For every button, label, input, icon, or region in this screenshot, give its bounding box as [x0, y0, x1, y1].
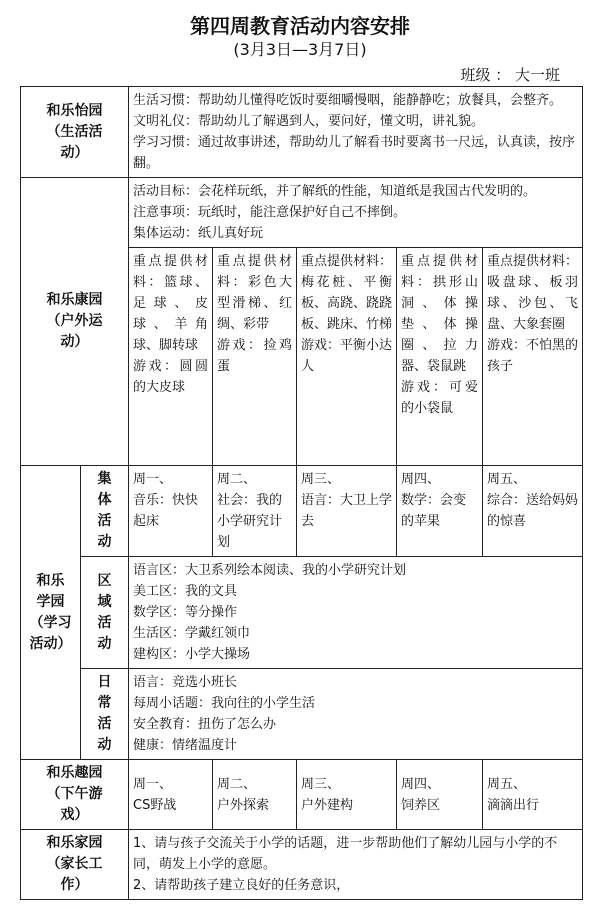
materials-cell: 重点提供材料：吸盘球、板羽球、沙包、飞盘、大象套圈 游戏：不怕黑的孩子 — [483, 248, 583, 466]
row-areas — [21, 557, 583, 669]
etiquette: 文明礼仪：帮助幼儿了解遇到人，要问好，懂文明，讲礼貌。 — [133, 114, 485, 129]
row-daily — [21, 669, 583, 760]
study-habit: 学习习惯：通过故事讲述，帮助幼儿了解看书时要离书一尺远，认真读，按序翻。 — [133, 135, 576, 171]
day-cell: 周二、 户外探索 — [213, 760, 297, 830]
section-study-label: 和乐 学园 （学习 活动） — [21, 466, 81, 760]
section-outdoor-intro — [129, 178, 583, 248]
section-outdoor-label: 和乐康园 （户外运 动） — [21, 178, 129, 466]
page-title: 第四周教育活动内容安排 — [190, 14, 410, 38]
row-life — [21, 87, 583, 178]
life-habit: 生活习惯：帮助幼儿懂得吃饭时要细嚼慢咽，能静静吃；放餐具，会整齐。 — [133, 93, 563, 108]
day-cell: 周四、 饲养区 — [397, 760, 483, 830]
group-sport: 集体运动：纸儿真好玩 — [133, 226, 264, 241]
materials-cell: 重点提供材料：篮球、足球、皮球、羊角球、脚转球 游戏：圆圆的大皮球 — [129, 248, 213, 466]
schedule-table — [20, 86, 583, 900]
row-outdoor-top — [21, 178, 583, 248]
materials-cell: 重点提供材料：彩色大型滑梯、红绸、彩带 游戏：捡鸡蛋 — [213, 248, 297, 466]
day-cell: 周二、 社会：我的小学研究计划 — [213, 466, 297, 557]
materials-cell: 重点提供材料：拱形山洞、体操垫、体操圈、拉力器、袋鼠跳 游戏：可爱的小袋鼠 — [397, 248, 483, 466]
areas-content: 语言区：大卫系列绘本阅读、我的小学研究计划 美工区：我的文具 数学区：等分操作 生活区：学戴红领巾 建构区：小学大操场 — [129, 557, 583, 669]
section-afternoon-label: 和乐趣园 （下午游 戏） — [21, 760, 129, 830]
day-cell: 周四、 数学：会变的苹果 — [397, 466, 483, 557]
activity-goal: 活动目标：会花样玩纸，并了解纸的性能，知道纸是我国古代发明的。 — [133, 184, 537, 199]
daily-label: 日常活动 — [81, 669, 129, 760]
row-afternoon — [21, 760, 583, 830]
day-cell: 周一、 CS野战 — [129, 760, 213, 830]
notice: 注意事项：玩纸时，能注意保护好自己不摔倒。 — [133, 205, 407, 220]
collective-label: 集体活动 — [81, 466, 129, 557]
date-range: (3月3日—3月7日) — [233, 40, 367, 59]
day-cell: 周三、 语言：大卫上学去 — [297, 466, 397, 557]
class-label: 班级 ： 大一班 — [460, 66, 560, 84]
day-cell: 周一、 音乐：快快起床 — [129, 466, 213, 557]
day-cell: 周五、 滴滴出行 — [483, 760, 583, 830]
section-life-label: 和乐怡园 （生活活 动） — [21, 87, 129, 178]
section-life-content — [129, 87, 583, 178]
day-cell: 周五、 综合：送给妈妈的惊喜 — [483, 466, 583, 557]
areas-label: 区域活动 — [81, 557, 129, 669]
row-collective — [21, 466, 583, 557]
daily-content: 语言：竞选小班长 每周小话题：我向往的小学生活 安全教育：扭伤了怎么办 健康：情绪温度计 — [129, 669, 583, 760]
section-parents-content: 1、请与孩子交流关于小学的话题，进一步帮助他们了解幼儿园与小学的不同，萌发上小学的意愿。 2、请帮助孩子建立良好的任务意识， — [129, 830, 583, 900]
day-cell: 周三、 户外建构 — [297, 760, 397, 830]
row-parents — [21, 830, 583, 900]
materials-cell: 重点提供材料：梅花桩、平衡板、高跷、跷跷板、跳床、竹梯 游戏：平衡小达人 — [297, 248, 397, 466]
section-parents-label: 和乐家园 （家长工 作） — [21, 830, 129, 900]
